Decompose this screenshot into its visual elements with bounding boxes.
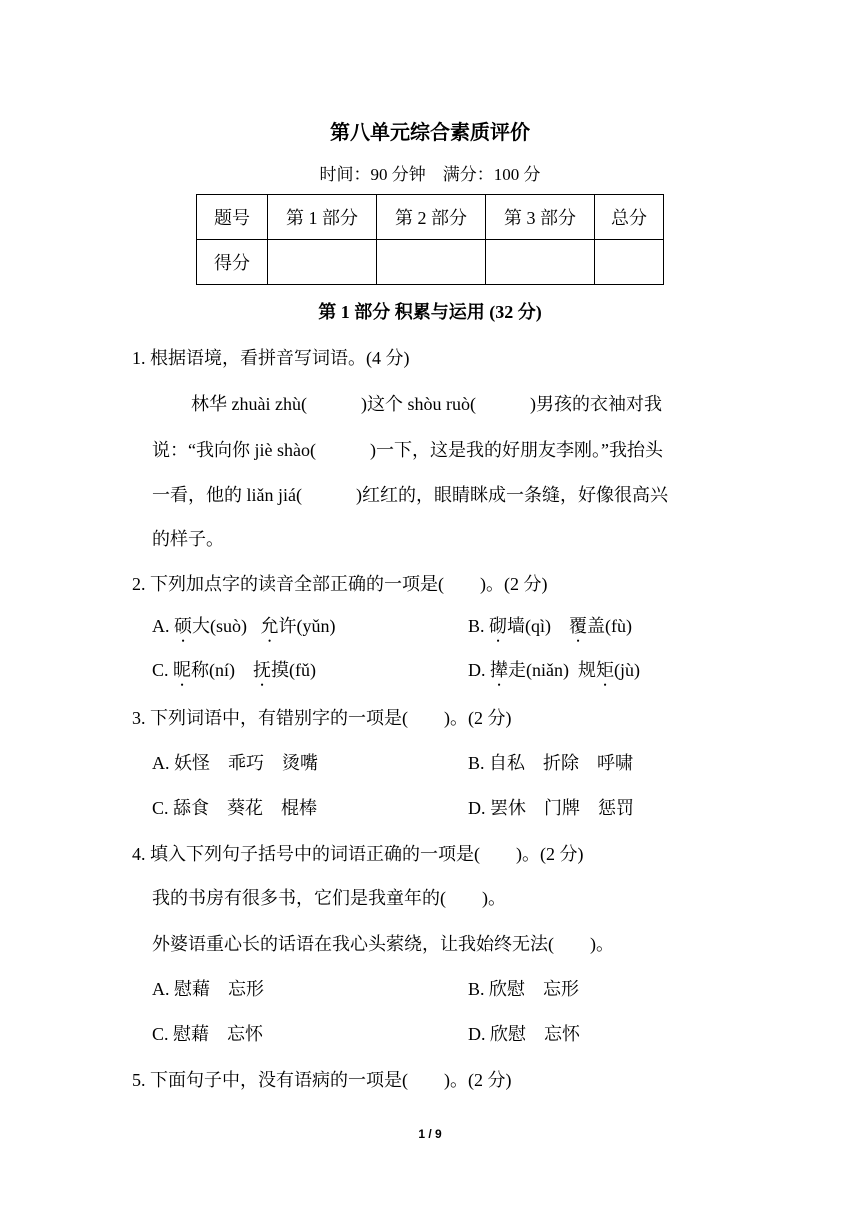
table-header-cell: 第 3 部分 <box>486 195 595 240</box>
option-text: 盖(fù) <box>587 616 632 636</box>
table-row <box>197 240 664 285</box>
option-d[interactable]: D. 欣慰 忘怀 <box>468 1024 580 1044</box>
question-2-stem: 2. 下列加点字的读音全部正确的一项是( )。(2 分) <box>132 574 548 594</box>
table-row-label: 得分 <box>197 240 268 285</box>
option-label: C. <box>152 660 169 680</box>
table-header-cell: 第 1 部分 <box>268 195 377 240</box>
option-c[interactable]: C. 舔食 葵花 棍棒 <box>152 798 318 818</box>
table-header-cell: 总分 <box>595 195 664 240</box>
option-text: (jù) <box>613 660 640 680</box>
option-text: 摸(fǔ) <box>271 660 316 680</box>
option-a[interactable]: A. 妖怪 乖巧 烫嘴 <box>152 753 318 773</box>
score-cell[interactable] <box>486 240 595 285</box>
dotted-char: 硕 <box>174 616 192 636</box>
option-a[interactable] <box>152 612 336 646</box>
option-text: 称(ní) <box>191 660 236 680</box>
table-header-cell: 题号 <box>197 195 268 240</box>
question-4-sentence: 我的书房有很多书，它们是我童年的( )。 <box>152 888 506 908</box>
option-c[interactable]: C. 慰藉 忘怀 <box>152 1024 264 1044</box>
table-row <box>197 195 664 240</box>
option-label: D. <box>468 660 486 680</box>
option-text: 走(niǎn) <box>508 660 569 680</box>
option-text: 许(yǔn) <box>278 616 336 636</box>
section-heading: 第 1 部分 积累与运用 (32 分) <box>318 302 542 322</box>
question-1-line: 林华 zhuài zhù( )这个 shòu ruò( )男孩的衣袖对我 <box>191 394 662 414</box>
score-cell[interactable] <box>377 240 486 285</box>
option-d[interactable]: D. 罢休 门牌 惩罚 <box>468 798 634 818</box>
option-a[interactable]: A. 慰藉 忘形 <box>152 979 264 999</box>
option-label: B. <box>468 616 485 636</box>
option-c[interactable] <box>152 656 316 690</box>
question-1-stem: 1. 根据语境，看拼音写词语。(4 分) <box>132 348 410 368</box>
question-1-line: 说：“我向你 jiè shào( )一下，这是我的好朋友李刚。”我抬头 <box>152 440 663 460</box>
option-text: 规 <box>577 660 596 680</box>
option-text: 墙(qì) <box>507 616 552 636</box>
page-number: 1 / 9 <box>418 1127 442 1141</box>
dotted-char: 允 <box>260 616 279 636</box>
score-table <box>196 194 664 285</box>
option-b[interactable]: B. 自私 折除 呼啸 <box>468 753 634 773</box>
table-header-cell: 第 2 部分 <box>377 195 486 240</box>
dotted-char: 矩 <box>595 660 614 680</box>
option-b[interactable] <box>468 612 632 646</box>
dotted-char: 砌 <box>489 616 508 636</box>
question-1-line: 一看，他的 liǎn jiá( )红红的，眼睛眯成一条缝，好像很高兴 <box>152 485 668 505</box>
page-title: 第八单元综合素质评价 <box>330 122 530 144</box>
option-text: 大(suò) <box>192 616 247 636</box>
question-1-line: 的样子。 <box>152 529 224 549</box>
dotted-char: 撵 <box>490 660 508 680</box>
dotted-char: 覆 <box>569 616 588 636</box>
score-cell[interactable] <box>595 240 664 285</box>
question-3-stem: 3. 下列词语中，有错别字的一项是( )。(2 分) <box>132 708 512 728</box>
option-d[interactable] <box>468 656 640 690</box>
dotted-char: 昵 <box>173 660 192 680</box>
option-b[interactable]: B. 欣慰 忘形 <box>468 979 580 999</box>
option-label: A. <box>152 616 170 636</box>
question-5-stem: 5. 下面句子中，没有语病的一项是( )。(2 分) <box>132 1070 512 1090</box>
question-4-stem: 4. 填入下列句子括号中的词语正确的一项是( )。(2 分) <box>132 844 584 864</box>
question-4-sentence: 外婆语重心长的话语在我心头萦绕，让我始终无法( )。 <box>152 934 614 954</box>
score-cell[interactable] <box>268 240 377 285</box>
dotted-char: 抚 <box>253 660 272 680</box>
exam-time-info: 时间：90 分钟 满分：100 分 <box>319 165 541 184</box>
